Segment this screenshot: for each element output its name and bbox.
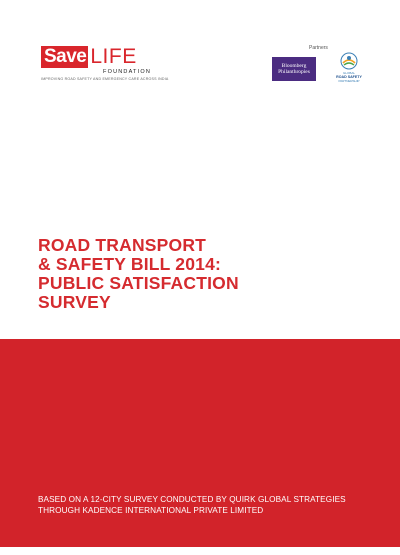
partners-label: Partners [309,45,328,51]
grsp-name-line-1: ROAD SAFETY [336,75,362,79]
logo-foundation-text: FOUNDATION [103,69,151,75]
title-line-2: & SAFETY BILL 2014: [38,254,222,274]
title-line-4: SURVEY [38,292,111,312]
attribution-line-2: THROUGH KADENCE INTERNATIONAL PRIVATE LIMITED [38,506,264,515]
grsp-globe-icon [340,52,358,70]
red-footer-band [0,339,400,547]
logo-save-text: Save [41,46,88,68]
logo-wordmark [41,46,153,68]
savelife-logo [41,45,169,81]
document-title [38,236,239,312]
title-line-1: ROAD TRANSPORT [38,235,207,255]
grsp-name-line-2: PARTNERSHIP [338,79,360,83]
grsp-logo [334,52,364,83]
title-line-3: PUBLIC SATISFACTION [38,273,239,293]
grsp-global-text: GLOBAL [342,71,355,75]
logo-life-text: LIFE [90,45,137,68]
survey-attribution [38,494,346,516]
attribution-line-1: BASED ON A 12-CITY SURVEY CONDUCTED BY QUIRK GLOBAL STRATEGIES [38,495,346,504]
logo-tagline: IMPROVING ROAD SAFETY AND EMERGENCY CARE ACROSS INDIA [41,77,169,81]
bloomberg-line-1: Bloomberg [281,62,307,69]
bloomberg-philanthropies-logo [272,57,316,81]
bloomberg-line-2: Philanthropies [278,69,310,75]
